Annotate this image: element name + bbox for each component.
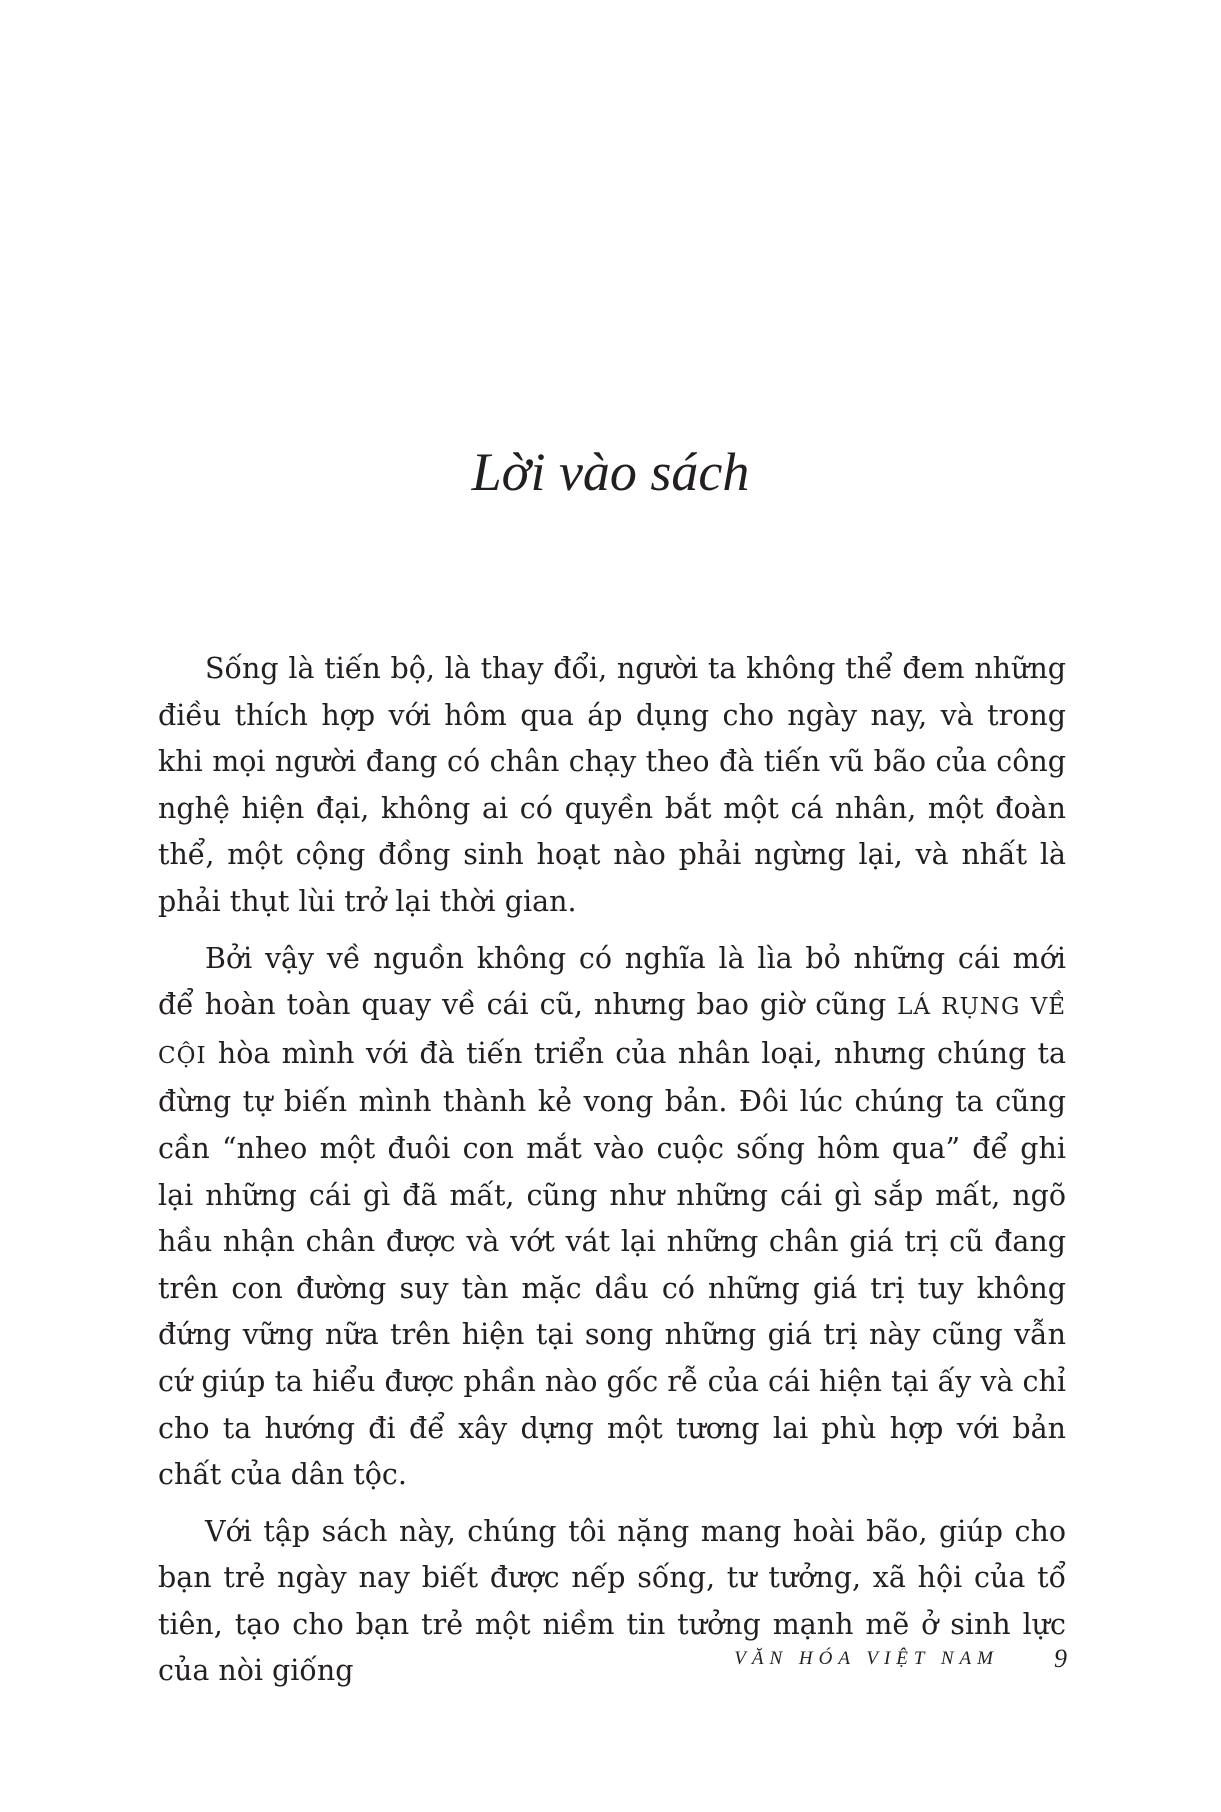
page-footer	[0, 1644, 1221, 1678]
book-title-smallcaps: LÁ RỤNG VỀ CỘI	[158, 994, 1066, 1069]
paragraph-1: Sống là tiến bộ, là thay đổi, người ta không thể đem những điều thích hợp với hôm qua áp dụng cho ngày nay, và trong khi mọi người đang có chân chạy theo đà tiến vũ bão của công nghệ hiện đại, không ai có quyền bắt một cá nhân, một đoàn thể, một cộng đồng sinh hoạt nào phải ngừng lại, và nhất là phải thụt lùi trở lại thời gian.	[158, 652, 1066, 918]
paragraph-2-end: hòa mình với đà tiến triển của nhân loại, nhưng chúng ta đừng tự biến mình thành kẻ vong bản. Đôi lúc chúng ta cũng cần “nheo một đuôi con mắt vào cuộc sống hôm qua” để ghi lại những cái gì đã mất, cũng như những cái gì sắp mất, ngõ hầu nhận chân được và vớt vát lại những chân giá trị cũ đang trên con đường suy tàn mặc dầu có những giá trị tuy không đứng vững nữa trên hiện tại song những giá trị này cũng vẫn cứ giúp ta hiểu được phần nào gốc rễ của cái hiện tại ấy và chỉ cho ta hướng đi để xây dựng một tương lai phù hợp với bản chất của dân tộc.	[158, 1036, 1066, 1492]
paragraph-2	[158, 936, 1066, 1499]
paragraph-2-start: Bởi vậy về nguồn không có nghĩa là lìa bỏ những cái mới để hoàn toàn quay về cái cũ, nhưng bao giờ cũng	[158, 941, 1066, 1022]
page-number: 9	[1054, 1644, 1067, 1673]
body-text	[158, 646, 1066, 1705]
running-head: VĂN HÓA VIỆT NAM	[734, 1648, 999, 1669]
page-title: Lời vào sách	[471, 442, 750, 502]
paragraph-3: Với tập sách này, chúng tôi nặng mang hoài bão, giúp cho bạn trẻ ngày nay biết được nếp sống, tư tưởng, xã hội của tổ tiên, tạo cho bạn trẻ một niềm tin tưởng mạnh mẽ ở sinh lực của nòi giống	[158, 1514, 1066, 1688]
